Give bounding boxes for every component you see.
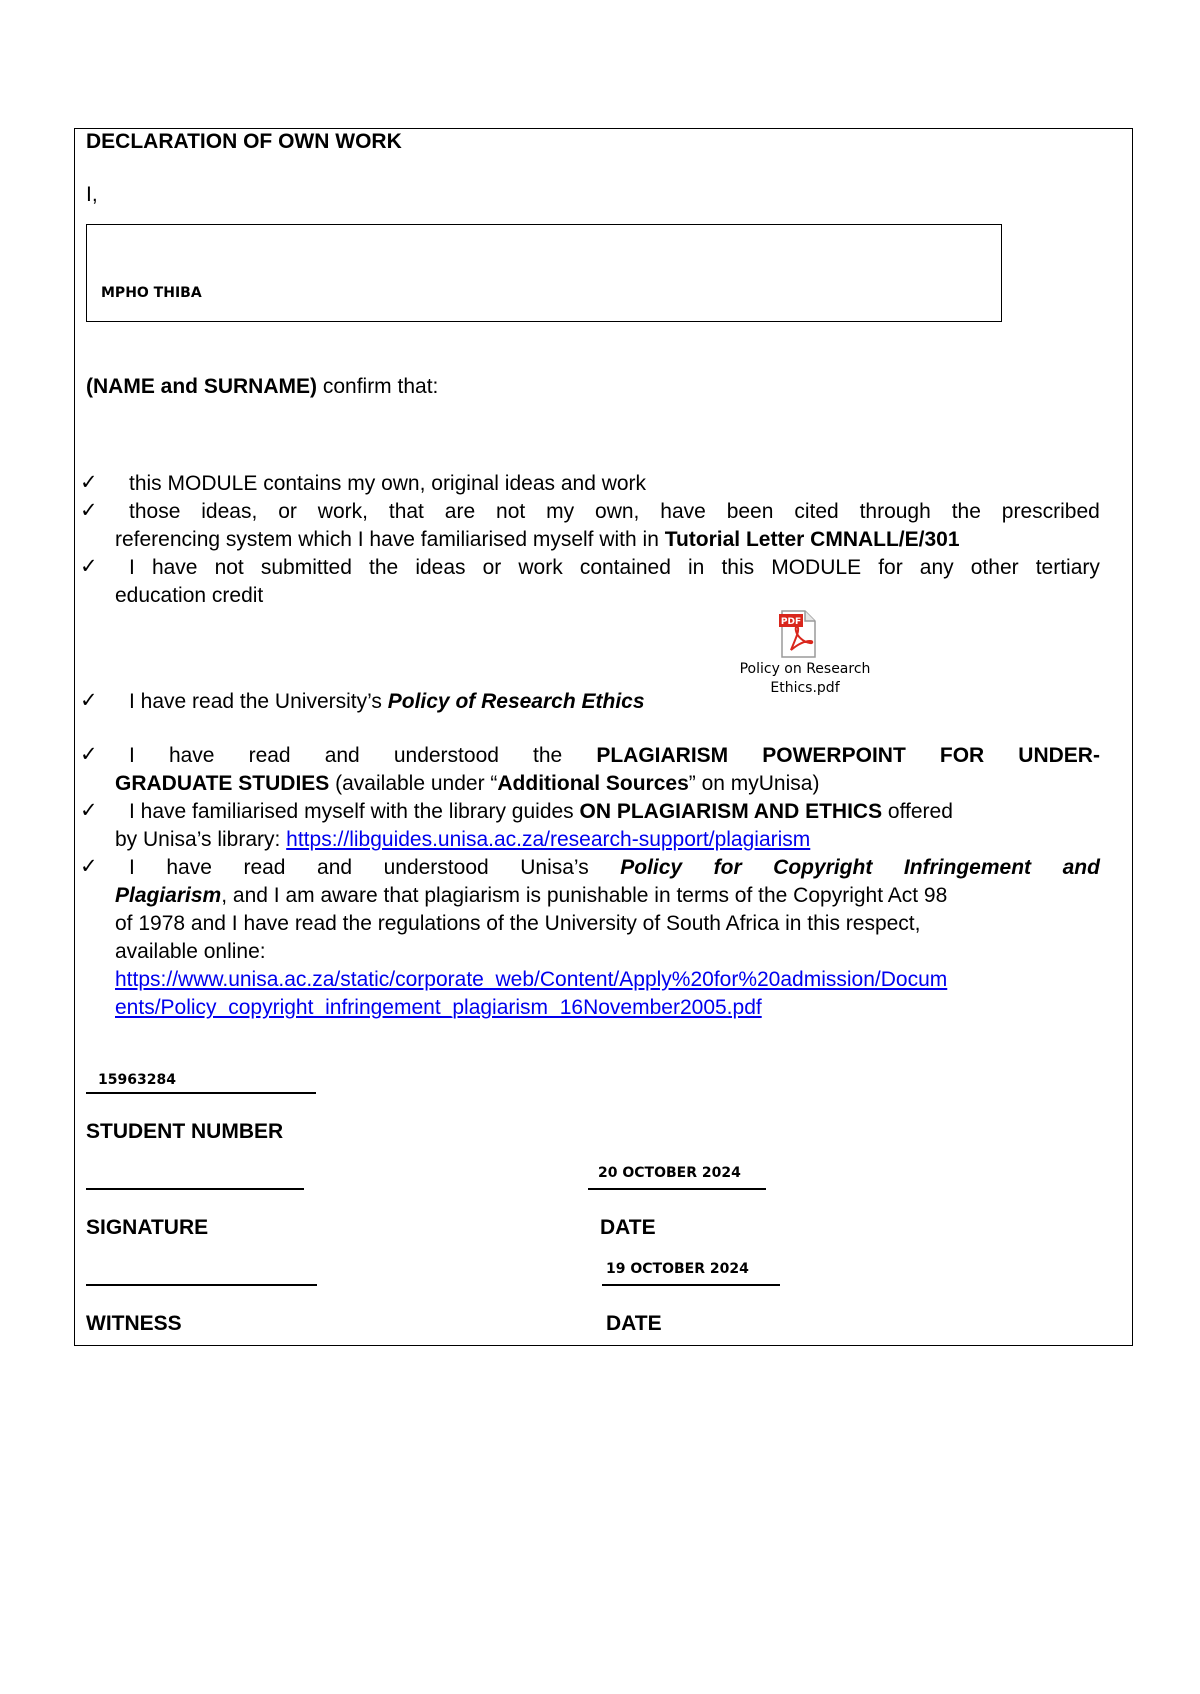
item-line [115,826,1100,854]
word: UNDER- [1018,744,1100,767]
justified-line [115,554,1100,582]
word: ideas, [201,500,258,523]
word: not [496,500,526,523]
list-item [115,554,1100,610]
word: Infringement [903,856,1032,879]
item-text: GRADUATE STUDIES [115,772,330,795]
word: submitted [260,556,352,579]
pdf-file-icon[interactable] [779,610,817,658]
word: POWERPOINT [762,744,906,767]
item-text: ON PLAGIARISM AND ETHICS [579,800,883,823]
item-text: referencing system which I have familiarised myself with in [115,528,665,551]
item-line [115,688,1100,716]
name-field-value: MPHO THIBA [101,285,202,301]
list-item [115,498,1100,554]
policy-link-line [115,994,1100,1022]
attachment-caption-line: Ethics.pdf [770,680,840,696]
item-line [115,526,1100,554]
signature-rule[interactable] [86,1188,304,1190]
witness-date-value: 19 OCTOBER 2024 [606,1261,749,1277]
policy-link[interactable]: https://www.unisa.ac.za/static/corporate_web/Content/Apply%20for%20admission/Docum [115,968,948,991]
word: I [129,556,135,579]
word: Unisa’s [520,856,589,879]
word: Copyright [773,856,873,879]
word: FOR [939,744,985,767]
word: those [129,500,181,523]
word: I [129,744,135,767]
item-line [115,882,1100,910]
word: and [1062,856,1100,879]
word: cited [794,500,839,523]
word: any [919,556,954,579]
word: tertiary [1035,556,1100,579]
check-mark-icon: ✓ [80,499,98,522]
word: own, [595,500,640,523]
word: my [546,500,575,523]
word: the [533,744,563,767]
check-mark-icon: ✓ [80,855,98,878]
check-mark-icon: ✓ [80,799,98,822]
word: for [713,856,742,879]
word: understood [393,744,499,767]
word: been [726,500,774,523]
list-item [115,854,1100,1022]
student-number-label: STUDENT NUMBER [86,1120,284,1143]
list-item [115,688,1100,716]
word: other [970,556,1019,579]
word: or [278,500,297,523]
confirm-line [86,375,438,399]
item-text: (available under “ [329,772,498,795]
item-text: this MODULE contains my own, original ideas and work [129,472,647,495]
student-number-rule [86,1092,316,1094]
word: read [243,856,286,879]
check-mark-icon: ✓ [80,689,98,712]
list-item [115,470,1100,498]
policy-title: Policy of Research Ethics [387,690,645,713]
check-mark-icon: ✓ [80,471,98,494]
word: are [444,500,476,523]
item-text: by Unisa’s library: [115,828,287,851]
declaration-heading: DECLARATION OF OWN WORK [86,130,402,153]
word: the [369,556,399,579]
justified-line [115,742,1100,770]
word: not [214,556,244,579]
signature-label: SIGNATURE [86,1216,209,1239]
word: this [721,556,755,579]
list-item [115,742,1100,798]
word: PLAGIARISM [596,744,729,767]
word: Policy [620,856,683,879]
item-line: available online: [115,940,266,963]
word: work, [317,500,368,523]
date-label: DATE [600,1216,656,1239]
item-line [115,770,1100,798]
confirm-rest: confirm that: [317,375,439,398]
word: I [129,856,135,879]
witness-date-label: DATE [606,1312,662,1335]
date-rule [588,1188,766,1190]
justified-line [115,498,1100,526]
word: through [859,500,931,523]
libguides-link[interactable]: https://libguides.unisa.ac.za/research-support/plagiarism [286,828,811,851]
word: the [951,500,981,523]
policy-link[interactable]: ents/Policy_copyright_infringement_plagiarism_16November2005.pdf [115,996,762,1019]
confirm-bold: (NAME and SURNAME) [86,375,317,398]
item-text: I have read the University’s [129,690,388,713]
word: ideas [415,556,466,579]
word: MODULE [771,556,862,579]
item-text: Additional Sources [497,772,689,795]
word: and [317,856,353,879]
word: have [660,500,706,523]
tutorial-letter-ref: Tutorial Letter CMNALL/E/301 [664,528,960,551]
word: in [688,556,705,579]
witness-rule[interactable] [86,1284,317,1286]
word: or [482,556,502,579]
name-field[interactable] [86,224,1002,322]
word: for [878,556,903,579]
policy-link-line [115,966,1100,994]
witness-date-rule [602,1284,780,1286]
item-text: , and I am aware that plagiarism is punishable in terms of the Copyright Act 98 [221,884,948,907]
item-line [115,798,1100,826]
word: that [388,500,424,523]
student-number-value: 15963284 [98,1072,176,1088]
check-mark-icon: ✓ [80,743,98,766]
attachment-caption-line: Policy on Research [739,661,871,677]
word: have [166,856,212,879]
check-mark-icon: ✓ [80,555,98,578]
word: understood [383,856,489,879]
witness-label: WITNESS [86,1312,182,1335]
list-item [115,798,1100,854]
item-text: ” on myUnisa) [688,772,820,795]
date-value: 20 OCTOBER 2024 [598,1165,741,1181]
i-line: I, [86,183,98,206]
word: work [518,556,563,579]
item-text: offered [882,800,953,823]
pdf-badge-label: PDF [780,617,802,627]
item-text: I have familiarised myself with the library guides [129,800,580,823]
word: have [151,556,198,579]
word: have [168,744,215,767]
word: and [324,744,360,767]
word: read [248,744,291,767]
word: contained [579,556,671,579]
justified-line [115,854,1100,882]
item-line: education credit [115,584,264,607]
item-line: of 1978 and I have read the regulations of the University of South Africa in this respect, [115,912,921,935]
word: prescribed [1001,500,1100,523]
item-text: Plagiarism [115,884,222,907]
